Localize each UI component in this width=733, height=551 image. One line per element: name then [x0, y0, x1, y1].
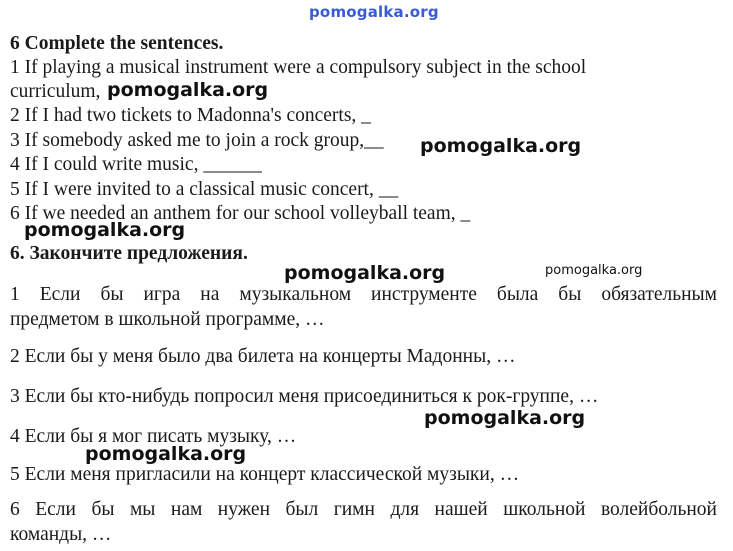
watermark-4: pomogalka.org — [284, 262, 446, 284]
sentence-3-ru: 3 Если бы кто-нибудь попросил меня присоединиться к рок-группе, … — [10, 386, 599, 407]
watermark-7: pomogalka.org — [85, 443, 247, 465]
sentence-4-en: 4 If I could write music, ______ — [10, 154, 262, 175]
sentence-2-ru: 2 Если бы у меня было два билета на концерты Мадонны, … — [10, 346, 516, 367]
watermark-top: pomogalka.org — [309, 3, 439, 21]
watermark-3: pomogalka.org — [24, 219, 186, 241]
exercise-heading-ru: 6. Закончите предложения. — [10, 243, 248, 264]
sentence-5-ru: 5 Если меня пригласили на концерт классической музыки, … — [10, 464, 520, 485]
sentence-6-ru-line-1: 6 Если бы мы нам нужен был гимн для нашей школьной волейбольной — [10, 499, 717, 520]
sentence-2-en: 2 If I had two tickets to Madonna's concerts, _ — [10, 105, 371, 126]
sentence-1-en-line-1: 1 If playing a musical instrument were a compulsory subject in the school — [10, 57, 587, 78]
sentence-1-ru-line-1: 1 Если бы игра на музыкальном инструменте была бы обязательным — [10, 284, 717, 305]
exercise-heading-en: 6 Complete the sentences. — [10, 33, 224, 54]
sentence-6-en: 6 If we needed an anthem for our school volleyball team, _ — [10, 203, 471, 224]
watermark-5: pomogalka.org — [545, 263, 643, 278]
watermark-6: pomogalka.org — [424, 407, 586, 429]
sentence-5-en: 5 If I were invited to a classical music concert, __ — [10, 179, 399, 200]
sentence-3-en: 3 If somebody asked me to join a rock group,__ — [10, 130, 384, 151]
sentence-4-ru: 4 Если бы я мог писать музыку, … — [10, 426, 297, 447]
watermark-2: pomogalka.org — [420, 135, 582, 157]
sentence-1-ru-line-2: предметом в школьной программе, … — [10, 309, 325, 330]
sentence-1-en-line-2: curriculum, — [10, 81, 101, 102]
sentence-6-ru-line-2: команды, … — [10, 524, 112, 545]
watermark-1: pomogalka.org — [107, 79, 269, 101]
